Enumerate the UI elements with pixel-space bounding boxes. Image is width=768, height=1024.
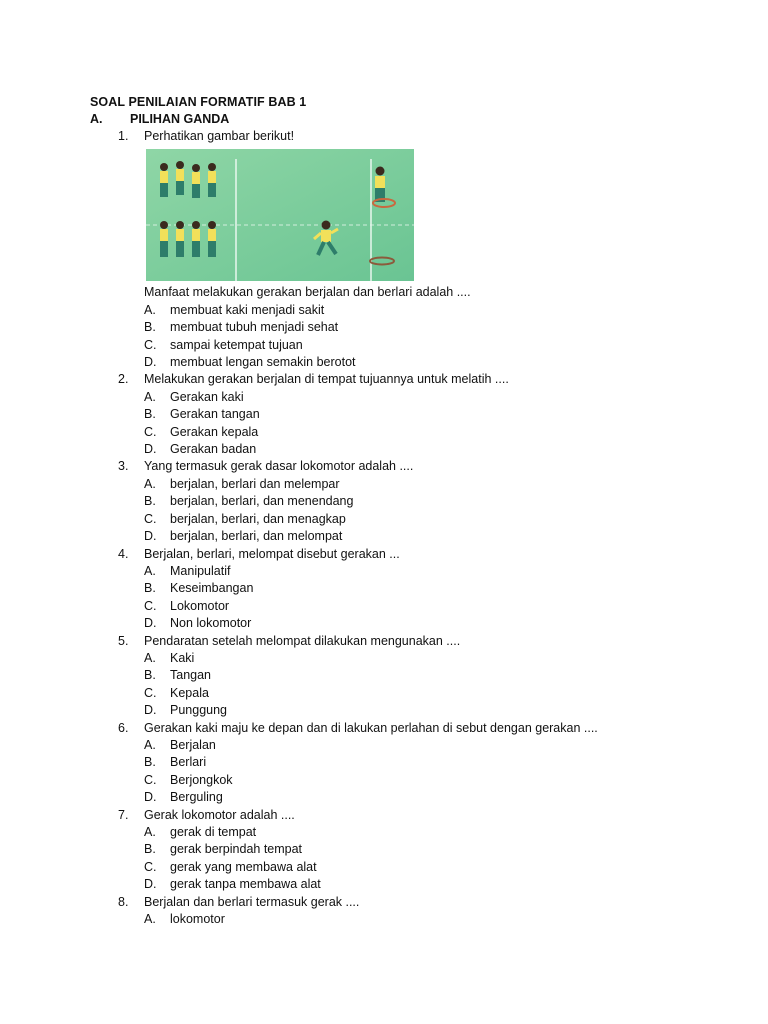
option-letter: A. (144, 825, 156, 839)
question-6 (118, 720, 738, 807)
option-text: lokomotor (170, 912, 225, 927)
question-text: Yang termasuk gerak dasar lokomotor adalah .... (144, 459, 414, 474)
option-c[interactable] (144, 685, 738, 702)
question-2 (118, 371, 738, 458)
option-text: Punggung (170, 703, 228, 718)
option-c[interactable] (144, 424, 738, 441)
question-number: 7. (118, 807, 129, 822)
option-letter: B. (144, 407, 156, 422)
document-title: SOAL PENILAIAN FORMATIF BAB 1 (90, 95, 307, 109)
question-instruction: Perhatikan gambar berikut! (144, 129, 295, 143)
option-text: gerak tanpa membawa alat (170, 877, 321, 892)
option-text: gerak di tempat (170, 825, 257, 839)
option-b[interactable] (144, 493, 738, 510)
option-text: berjalan, berlari, dan melompat (170, 529, 343, 544)
option-a[interactable] (144, 650, 738, 667)
option-c[interactable] (144, 337, 738, 354)
option-text: gerak berpindah tempat (170, 842, 303, 857)
option-b[interactable] (144, 754, 738, 771)
option-text: Gerakan badan (170, 442, 257, 457)
option-d[interactable] (144, 354, 738, 371)
option-b[interactable] (144, 841, 738, 858)
option-a[interactable] (144, 911, 738, 928)
question-number: 8. (118, 894, 129, 909)
option-text: Kepala (170, 685, 209, 700)
option-d[interactable] (144, 528, 738, 545)
question-text: Pendaratan setelah melompat dilakukan mengunakan .... (144, 633, 461, 648)
option-letter: D. (144, 790, 157, 805)
question-text: Melakukan gerakan berjalan di tempat tujuannya untuk melatih .... (144, 372, 509, 387)
option-text: Tangan (170, 668, 212, 683)
option-text: membuat lengan semakin berotot (170, 355, 356, 370)
option-text: Berjongkok (170, 772, 233, 787)
option-b[interactable] (144, 667, 738, 684)
option-b[interactable] (144, 319, 738, 336)
children-walking-running-field-illustration (146, 149, 414, 281)
question-8 (118, 894, 738, 929)
section-letter: A. (90, 112, 103, 126)
option-text: membuat kaki menjadi sakit (170, 302, 325, 317)
option-a[interactable] (144, 389, 738, 406)
question-5 (118, 633, 738, 720)
option-text: berjalan, berlari, dan menendang (170, 494, 354, 509)
option-text: Gerakan tangan (170, 407, 260, 422)
option-text: Berlari (170, 755, 207, 770)
question-text: Berjalan, berlari, melompat disebut gerakan ... (144, 546, 400, 561)
option-letter: B. (144, 842, 156, 857)
question-number: 6. (118, 720, 129, 735)
option-letter: D. (144, 703, 157, 718)
option-letter: A. (144, 302, 156, 317)
question-number: 3. (118, 459, 129, 474)
option-letter: C. (144, 337, 157, 352)
question-text: Gerak lokomotor adalah .... (144, 807, 295, 822)
question-7 (118, 807, 738, 894)
option-text: Kaki (170, 650, 195, 665)
option-letter: D. (144, 355, 157, 370)
option-letter: A. (144, 476, 156, 491)
question-4 (118, 546, 738, 633)
option-letter: C. (144, 424, 157, 439)
option-text: Keseimbangan (170, 581, 254, 596)
option-text: Manipulatif (170, 563, 231, 578)
option-a[interactable] (144, 737, 738, 754)
option-d[interactable] (144, 702, 738, 719)
option-c[interactable] (144, 598, 738, 615)
question-1 (118, 128, 738, 371)
option-letter: A. (144, 737, 156, 752)
question-number: 4. (118, 546, 129, 561)
question-text: Manfaat melakukan gerakan berjalan dan berlari adalah .... (144, 285, 471, 300)
option-text: sampai ketempat tujuan (170, 337, 303, 352)
option-a[interactable] (144, 563, 738, 580)
option-letter: C. (144, 511, 157, 526)
option-text: membuat tubuh menjadi sehat (170, 320, 339, 335)
option-letter: C. (144, 598, 157, 613)
option-a[interactable] (144, 302, 738, 319)
question-text: Gerakan kaki maju ke depan dan di lakukan perlahan di sebut dengan gerakan .... (144, 720, 598, 735)
option-letter: D. (144, 616, 157, 631)
option-d[interactable] (144, 876, 738, 893)
option-letter: A. (144, 389, 156, 404)
section-heading (90, 111, 229, 128)
option-letter: A. (144, 563, 156, 578)
option-text: Gerakan kepala (170, 424, 259, 439)
option-text: berjalan, berlari dan melempar (170, 476, 340, 491)
option-d[interactable] (144, 615, 738, 632)
option-text: gerak yang membawa alat (170, 859, 317, 874)
question-text: Berjalan dan berlari termasuk gerak .... (144, 894, 360, 909)
option-letter: A. (144, 912, 156, 927)
option-letter: C. (144, 859, 157, 874)
question-number: 2. (118, 372, 129, 387)
question-list (118, 128, 738, 928)
question-number: 5. (118, 633, 129, 648)
option-text: Berjalan (170, 737, 216, 752)
question-number: 1. (118, 129, 129, 143)
option-text: Lokomotor (170, 598, 230, 613)
option-letter: D. (144, 877, 157, 892)
section-label: PILIHAN GANDA (130, 112, 230, 126)
option-d[interactable] (144, 789, 738, 806)
option-letter: C. (144, 685, 157, 700)
option-letter: B. (144, 581, 156, 596)
option-letter: B. (144, 320, 156, 335)
option-letter: A. (144, 650, 156, 665)
option-text: Non lokomotor (170, 616, 252, 631)
option-b[interactable] (144, 580, 738, 597)
option-b[interactable] (144, 406, 738, 423)
option-c[interactable] (144, 511, 738, 528)
option-c[interactable] (144, 772, 738, 789)
option-text: berjalan, berlari, dan menagkap (170, 511, 346, 526)
option-text: Berguling (170, 790, 223, 805)
option-a[interactable] (144, 824, 738, 841)
option-letter: B. (144, 494, 156, 509)
option-letter: D. (144, 529, 157, 544)
option-letter: B. (144, 668, 156, 683)
question-3 (118, 458, 738, 545)
option-c[interactable] (144, 859, 738, 876)
option-a[interactable] (144, 476, 738, 493)
option-letter: C. (144, 772, 157, 787)
option-letter: D. (144, 442, 157, 457)
option-letter: B. (144, 755, 156, 770)
option-text: Gerakan kaki (170, 389, 244, 404)
option-d[interactable] (144, 441, 738, 458)
